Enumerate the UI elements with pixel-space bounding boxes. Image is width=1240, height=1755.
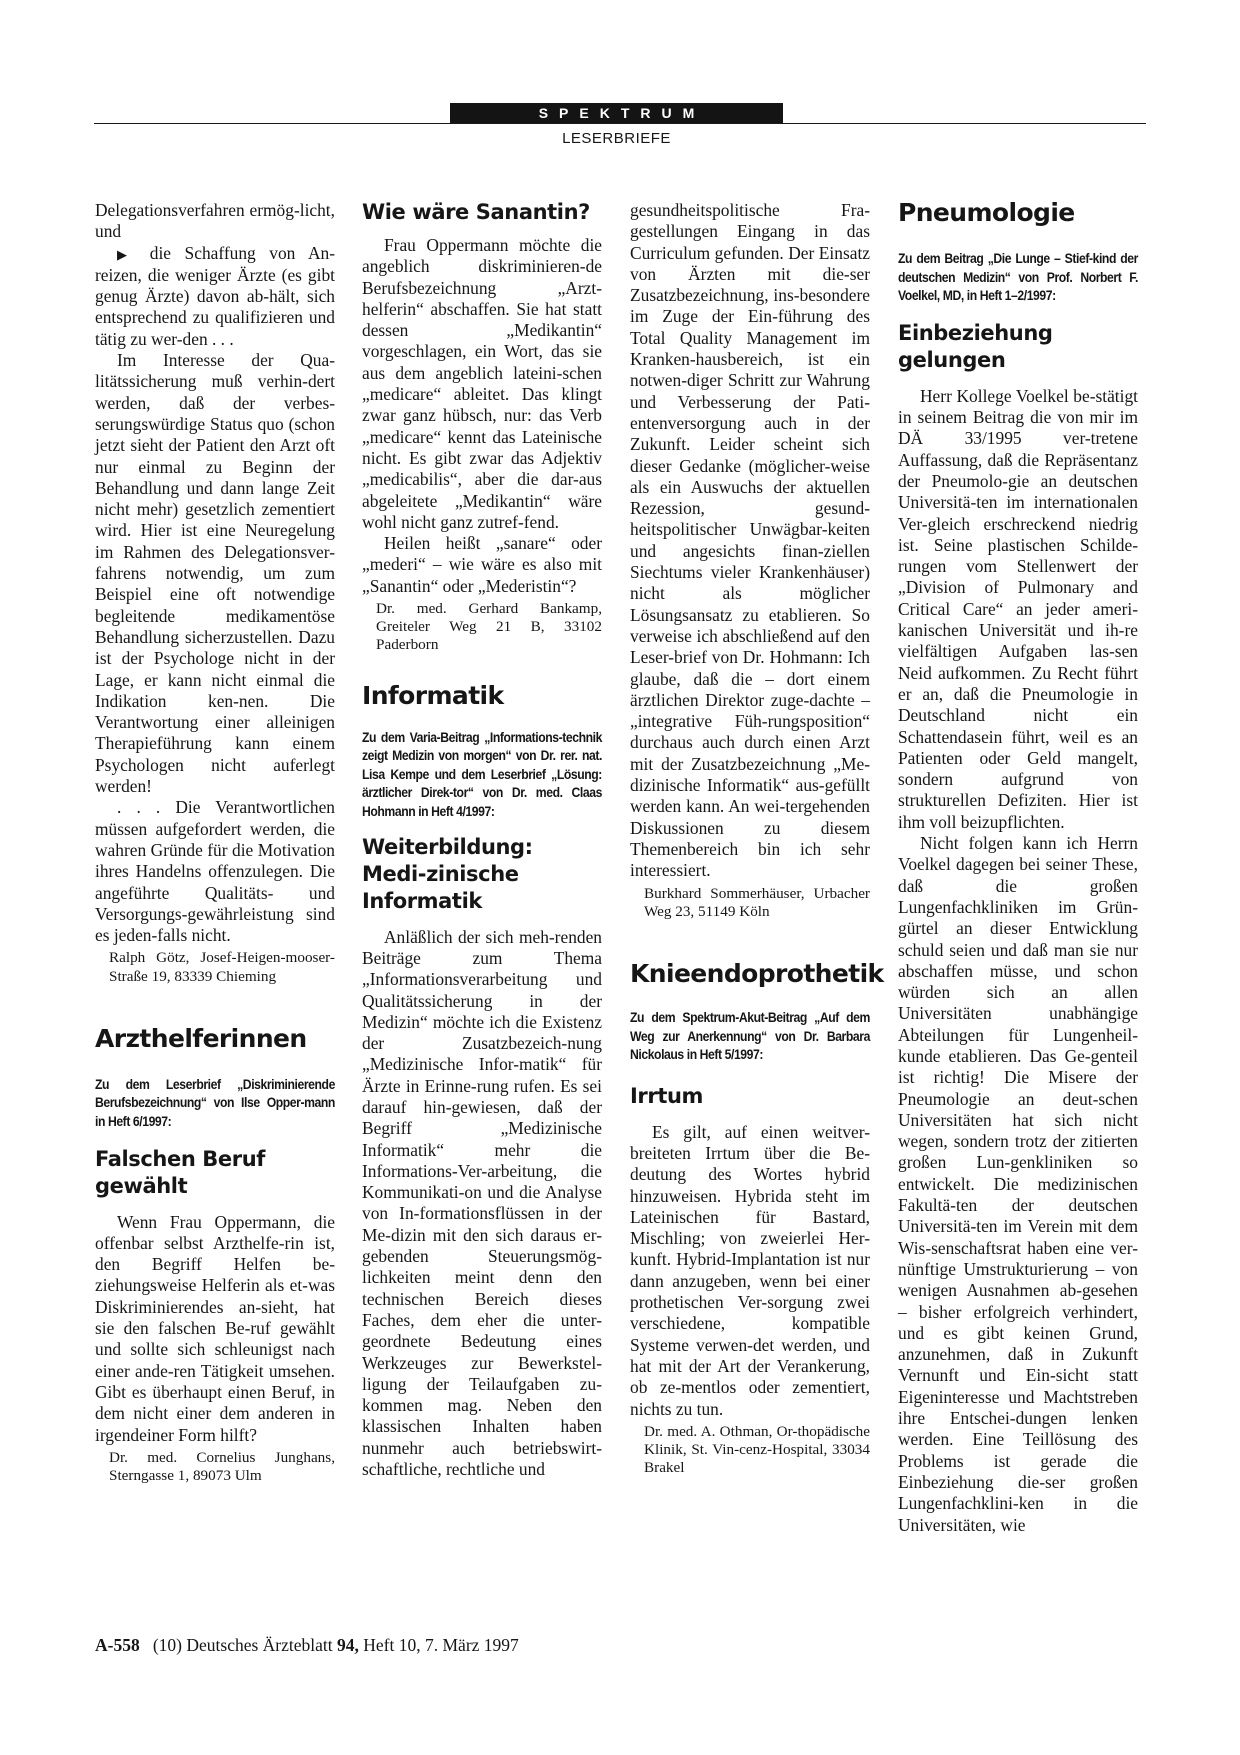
reference-note: Zu dem Beitrag „Die Lunge – Stief-kind der deutschen Medizin“ von Prof. Norbert F. Voelkel, MD, in Heft 1–2/1997: [898,251,1138,305]
arrow-bullet-icon: ▶ [117,246,137,262]
page-number: A-558 [95,1635,140,1655]
paragraph: Wenn Frau Oppermann, die offenbar selbst Arzthelfe-rin ist, den Begriff Helfen be-ziehungsweise Helferin als et-was Diskriminierendes an-sieht, hat sie den falschen Be-ruf gewählt und sollte sich schleunigst nach einer ande-ren Tätigkeit umsehen. Gibt es überhaupt einen Beruf, in dem nicht einer dem anderen in irgendeiner Form hilft? [95,1211,335,1445]
letter-title: Einbeziehung gelungen [898,320,1053,372]
paragraph: Im Interesse der Qua-litätssicherung muß verhin-dert werden, daß der verbes-serungswürdige Status quo (schon jetzt sieht der Patient den Arzt oft nur einmal zu Beginn der Behandlung und dann lange Zeit nicht mehr) gesetzlich zementiert wird. Hier ist eine Neuregelung im Rahmen des Delegationsver-fahrens notwendig, um zum Beispiel eine oft notwendige begleitende medikamentöse Behandlung sicherzustellen. Dazu ist der Psychologe nicht in der Lage, er kann nicht einmal die Indikation ken-nen. Die Verantwortung einer alleinigen Therapieführung kann einem Psychologen nicht auferlegt werden! [95,350,335,797]
paragraph: Frau Oppermann möchte die angeblich diskriminieren-de Berufsbezeichnung „Arzt-helferin“ abschaffen. Sie hat statt dessen „Medikantin“ vorgeschlagen, ein Wort, das sie aus dem angeblich lateini-schen „medicare“ ableitet. Das klingt zwar ganz hübsch, nur: das Verb „medicare“ kennt das Lateinische nicht. Es gibt zwar das Adjektiv „medicabilis“, aber die dar-aus abgeleitete „Medikantin“ wäre wohl nicht ganz zutref-fend. [362,235,602,532]
section-heading: Knieendoprothetik [630,958,884,988]
reference-note: Zu dem Varia-Beitrag „Informations-technik zeigt Medizin von morgen“ von Dr. rer. nat. Lisa Kempe und dem Leserbrief „Lösung: ärztlicher Direk-tor“ von Dr. med. Claas Hohmann in Heft 4/1997: [362,729,602,821]
reference-note: Zu dem Spektrum-Akut-Beitrag „Auf dem Weg zur Anerkennung“ von Dr. Barbara Nickolaus in Heft 5/1997: [630,1009,870,1064]
volume-number: 94, [337,1635,359,1655]
column-2 [362,200,602,1480]
section-heading: Informatik [362,680,504,710]
paragraph: Heilen heißt „sanare“ oder „mederi“ – wie wäre es also mit „Sanantin“ oder „Mederistin“? [362,533,602,596]
section-heading: Arzthelferinnen [95,1023,307,1053]
header-rule [94,123,1146,124]
letter-signature: Ralph Götz, Josef-Heigen-mooser-Straße 19, 83339 Chieming [109,949,335,985]
reference-note: Zu dem Leserbrief „Diskriminierende Berufsbezeichnung“ von Ilse Opper-mann in Heft 6/1997: [95,1076,335,1130]
issue-label: (10) Deutsches Ärzteblatt [152,1635,333,1655]
issue-date: Heft 10, 7. März 1997 [363,1635,519,1655]
paragraph: Nicht folgen kann ich Herrn Voelkel dagegen bei seiner These, daß die großen Lungenfachkliniken im Grün-gürtel an dieser Entwicklung schuld seien und daß man sie nur abschaffen müsse, und schon würden sich an allen Universitäten unabhängige Abteilungen für Lungenheil-kunde etablieren. Das Ge-genteil ist richtig! Die Misere der Pneumologie an deut-schen Universitäten hat sich nicht wegen, sondern trotz der zitierten großen Lun-genkliniken so entwickelt. Die medizinischen Fakultä-ten der deutschen Universitä-ten im Verein mit dem Wis-senschaftsrat haben eine ver-nünftige Umstrukturierung – von wenigen Ausnahmen ab-gesehen – bisher erfolgreich verhindert, und es gibt keinen Grund, anzunehmen, daß in Zukunft Vernunft und Ein-sicht statt Eigeninteresse und Machtstreben ihre Entschei-dungen lenken werden. Eine Teillösung des Problems ist gerade die Einbeziehung die-ser großen Lungenfachklini-ken in die Universitäten, wie [898,833,1138,1535]
letter-signature: Dr. med. Cornelius Junghans, Sterngasse 1, 89073 Ulm [109,1448,335,1485]
column-4 [898,200,1138,1536]
letter-signature: Dr. med. A. Othman, Or-thopädische Klinik, St. Vin-cenz-Hospital, 33034 Brakel [644,1422,870,1477]
paragraph: Anläßlich der sich meh-renden Beiträge zum Thema „Informationsverarbeitung und Qualitätssicherung in der Medizin“ möchte ich die Existenz der Zusatzbezeich-nung „Medizinische Infor-matik“ für Ärzte in Erinne-rung rufen. Es sei darauf hin-gewiesen, daß der Begriff „Medizinische Informatik“ mehr die Informations-Ver-arbeitung, die Kommunikati-on und die Analyse von In-formationsflüssen in der Me-dizin mit den sich daraus er-gebenden Steuerungsmög-lichkeiten meint denn den technischen Bereich dieses Faches, dem eher die unter-geordnete Bedeutung eines Werkzeuges zur Bewerkstel-ligung der Teilaufgaben zu-kommen mag. Neben den klassischen Inhalten haben nunmehr auch betriebswirt-schaftliche, rechtliche und [362,926,602,1480]
bullet-paragraph [95,243,335,350]
letter-title: Wie wäre Sanantin? [362,200,590,224]
bullet-text: die Schaffung von An-reizen, die weniger Ärzte (es gibt genug Ärzte) davon ab-hält, sich entsprechend zu qualifizieren und tätig zu wer-den . . . [95,242,335,349]
column-1 [95,200,335,1485]
column-3 [630,200,884,1477]
section-heading: Pneumologie [898,198,1075,227]
paragraph: Herr Kollege Voelkel be-stätigt in seinem Beitrag die von mir im DÄ 33/1995 ver-tretene Auffassung, daß die Repräsentanz der Pneumolo-gie an deutschen Universitä-ten im internationalen Ver-gleich erschreckend niedrig ist. Seine plastischen Schilde-rungen vom Stellenwert der „Division of Pulmonary and Critical Care“ an jeder ameri-kanischen Universität und ih-re vielfältigen Aufgaben las-sen Neid aufkommen. Zu Recht führt er an, daß die Pneumologie in Deutschland nicht ein Schattendasein führt, weil es an Patienten oder Geld mangelt, sondern aufgrund von strukturellen Defiziten. Hier ist ihm voll beizupflichten. [898,385,1138,832]
paragraph: . . . Die Verantwortlichen müssen aufgefordert werden, die wahren Gründe für die Motivation ihres Handelns offenzulegen. Die angeführte Qualitäts- und Versorgungs-gewährleistung sind es jeden-falls nicht. [95,797,335,946]
letter-title: Weiterbildung: Medi-zinische Informatik [362,834,533,913]
paragraph: gesundheitspolitische Fra-gestellungen Eingang in das Curriculum gefunden. Der Einsatz von Ärzten mit die-ser Zusatzbezeichnung, ins-besondere im Zuge der Ein-führung des Total Quality Management im Kranken-hausbereich, ist ein notwen-diger Schritt zur Wahrung und Verbesserung der Pati-entenversorgung auch in der Zukunft. Leider scheint sich dieser Gedanke (möglicher-weise als ein Auswuchs der aktuellen Rezession, gesund-heitspolitischer Unwägbar-keiten und angesichts finan-ziellen Siechtums vieler Krankenhäuser) nicht als möglicher Lösungsansatz zu etablieren. So verweise ich abschließend auf den Leser-brief von Dr. Hohmann: Ich glaube, daß die – dort einem ärztlichen Direktor zuge-dachte – „integrative Füh-rungsposition“ durchaus auch durch einen Arzt mit der Zusatzbezeichnung „Me-dizinische Informatik“ aus-gefüllt werden kann. An wei-tergehenden Diskussionen zu diesem Themenbereich bin ich sehr interessiert. [630,200,870,881]
paragraph: Delegationsverfahren ermög-licht, und [95,200,335,242]
letter-title: Falschen Beruf gewählt [95,1146,265,1198]
page-footer [95,1635,519,1656]
section-banner: SPEKTRUM [450,103,783,123]
paragraph: Es gilt, auf einen weitver-breiteten Irrtum über die Be-deutung des Wortes hybrid hinzuweisen. Hybrida steht im Lateinischen für Bastard, Mischling; von zweierlei Her-kunft. Hybrid-Implantation ist nur dann anzugeben, wenn bei einer prothetischen Ver-sorgung zwei verschiedene, kompatible Systeme verwen-det werden, und hat mit der Art der Verankerung, ob ze-mentlos oder zementiert, nichts zu tun. [630,1121,870,1419]
letter-signature: Burkhard Sommerhäuser, Urbacher Weg 23, 51149 Köln [644,884,870,920]
subsection-label: LESERBRIEFE [562,130,671,147]
letter-title: Irrtum [630,1083,703,1108]
letter-signature: Dr. med. Gerhard Bankamp, Greiteler Weg 21 B, 33102 Paderborn [376,600,602,654]
